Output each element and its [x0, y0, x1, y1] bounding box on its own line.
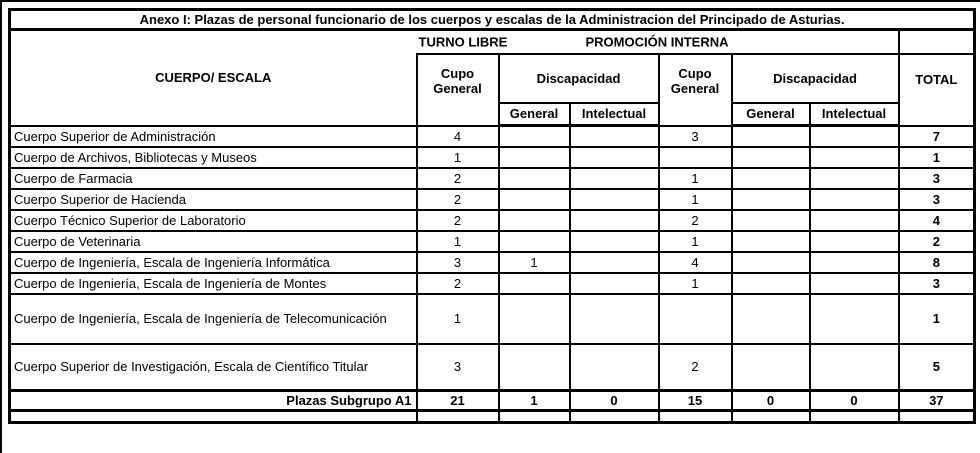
value-cell	[810, 210, 899, 231]
value-cell	[499, 126, 570, 147]
value-cell	[732, 168, 810, 189]
value-cell	[570, 273, 659, 294]
header-intelectual-pi: Intelectual	[810, 103, 899, 126]
value-cell	[499, 344, 570, 391]
value-cell: 1	[659, 231, 732, 252]
value-cell	[570, 344, 659, 391]
row-label: Cuerpo Superior de Administración	[10, 126, 417, 147]
table-row	[10, 189, 975, 210]
value-cell	[499, 273, 570, 294]
row-label: Cuerpo de Farmacia	[10, 168, 417, 189]
row-label: Cuerpo de Ingeniería, Escala de Ingeniería de Telecomunicación	[10, 294, 417, 344]
value-cell	[810, 189, 899, 210]
footer-value-cell: 0	[570, 391, 659, 411]
footer-value-cell: 0	[732, 391, 810, 411]
header-discapacidad-tl: Discapacidad	[499, 54, 659, 103]
total-cell: 3	[899, 273, 975, 294]
value-cell	[810, 273, 899, 294]
row-label: Cuerpo de Ingeniería, Escala de Ingeniería Informática	[10, 252, 417, 273]
value-cell: 2	[417, 273, 499, 294]
value-cell: 4	[417, 126, 499, 147]
total-cell: 4	[899, 210, 975, 231]
value-cell	[499, 189, 570, 210]
value-cell	[732, 231, 810, 252]
value-cell: 1	[417, 294, 499, 344]
value-cell	[732, 294, 810, 344]
value-cell	[499, 147, 570, 168]
value-cell: 4	[659, 252, 732, 273]
header-cuerpo-escala: CUERPO/ ESCALA	[10, 30, 417, 126]
value-cell: 1	[417, 231, 499, 252]
footer-value-cell: 1	[499, 391, 570, 411]
total-cell: 5	[899, 344, 975, 391]
value-cell	[570, 294, 659, 344]
value-cell: 3	[417, 344, 499, 391]
header-cupo-general-tl: Cupo General	[417, 54, 499, 126]
value-cell: 2	[417, 168, 499, 189]
value-cell	[732, 344, 810, 391]
value-cell: 1	[499, 252, 570, 273]
value-cell	[570, 147, 659, 168]
scan-edge-line-top	[0, 0, 980, 2]
value-cell	[570, 126, 659, 147]
row-label: Cuerpo de Archivos, Bibliotecas y Museos	[10, 147, 417, 168]
value-cell	[570, 210, 659, 231]
total-cell: 3	[899, 168, 975, 189]
row-label: Cuerpo Técnico Superior de Laboratorio	[10, 210, 417, 231]
value-cell	[499, 294, 570, 344]
header-general-pi: General	[732, 103, 810, 126]
total-cell: 3	[899, 189, 975, 210]
total-cell: 7	[899, 126, 975, 147]
table-title: Anexo I: Plazas de personal funcionario de los cuerpos y escalas de la Administracion del Principado de Asturias.	[10, 10, 975, 30]
value-cell	[659, 147, 732, 168]
header-discapacidad-pi: Discapacidad	[732, 54, 899, 103]
table-row	[10, 273, 975, 294]
value-cell	[810, 126, 899, 147]
table-row	[10, 210, 975, 231]
total-cell: 8	[899, 252, 975, 273]
header-group-row	[10, 30, 975, 54]
value-cell	[499, 168, 570, 189]
value-cell	[732, 273, 810, 294]
row-label: Cuerpo Superior de Investigación, Escala de Científico Titular	[10, 344, 417, 391]
footer-value-cell: 0	[810, 391, 899, 411]
value-cell	[499, 231, 570, 252]
table-title-row	[10, 10, 975, 30]
value-cell	[810, 168, 899, 189]
value-cell: 2	[659, 344, 732, 391]
cut-off-row	[10, 411, 975, 423]
value-cell: 3	[659, 126, 732, 147]
value-cell	[732, 126, 810, 147]
value-cell	[499, 210, 570, 231]
value-cell	[810, 231, 899, 252]
footer-value-cell: 21	[417, 391, 499, 411]
row-label: Cuerpo Superior de Hacienda	[10, 189, 417, 210]
table-row	[10, 168, 975, 189]
footer-value-cell: 15	[659, 391, 732, 411]
header-total: TOTAL	[899, 54, 975, 126]
row-label: Cuerpo de Veterinaria	[10, 231, 417, 252]
value-cell: 1	[659, 168, 732, 189]
value-cell	[732, 189, 810, 210]
value-cell	[570, 252, 659, 273]
footer-label: Plazas Subgrupo A1	[10, 391, 417, 411]
value-cell: 1	[659, 273, 732, 294]
value-cell	[732, 210, 810, 231]
header-general-tl: General	[499, 103, 570, 126]
value-cell	[732, 252, 810, 273]
header-turno-libre: TURNO LIBRE	[418, 34, 508, 50]
value-cell	[570, 189, 659, 210]
value-cell: 2	[417, 210, 499, 231]
total-cell: 1	[899, 147, 975, 168]
header-promocion-interna: PROMOCIÓN INTERNA	[585, 34, 729, 50]
value-cell	[810, 344, 899, 391]
scan-edge-line-left	[0, 0, 2, 453]
header-total-spacer	[899, 30, 975, 54]
value-cell: 1	[417, 147, 499, 168]
value-cell: 3	[417, 252, 499, 273]
table-row	[10, 147, 975, 168]
table-row	[10, 252, 975, 273]
footer-row	[10, 391, 975, 411]
footer-total-cell: 37	[899, 391, 975, 411]
total-cell: 2	[899, 231, 975, 252]
value-cell	[659, 294, 732, 344]
header-turno-strip	[417, 30, 899, 54]
table-row	[10, 231, 975, 252]
table-row	[10, 294, 975, 344]
header-intelectual-tl: Intelectual	[570, 103, 659, 126]
value-cell	[732, 147, 810, 168]
value-cell	[810, 252, 899, 273]
table-row	[10, 126, 975, 147]
plazas-table	[8, 8, 976, 424]
value-cell: 1	[659, 189, 732, 210]
header-cupo-general-pi: Cupo General	[659, 54, 732, 126]
table-row	[10, 344, 975, 391]
total-cell: 1	[899, 294, 975, 344]
value-cell: 2	[417, 189, 499, 210]
value-cell	[570, 231, 659, 252]
value-cell	[570, 168, 659, 189]
value-cell	[810, 294, 899, 344]
value-cell	[810, 147, 899, 168]
value-cell: 2	[659, 210, 732, 231]
row-label: Cuerpo de Ingeniería, Escala de Ingeniería de Montes	[10, 273, 417, 294]
